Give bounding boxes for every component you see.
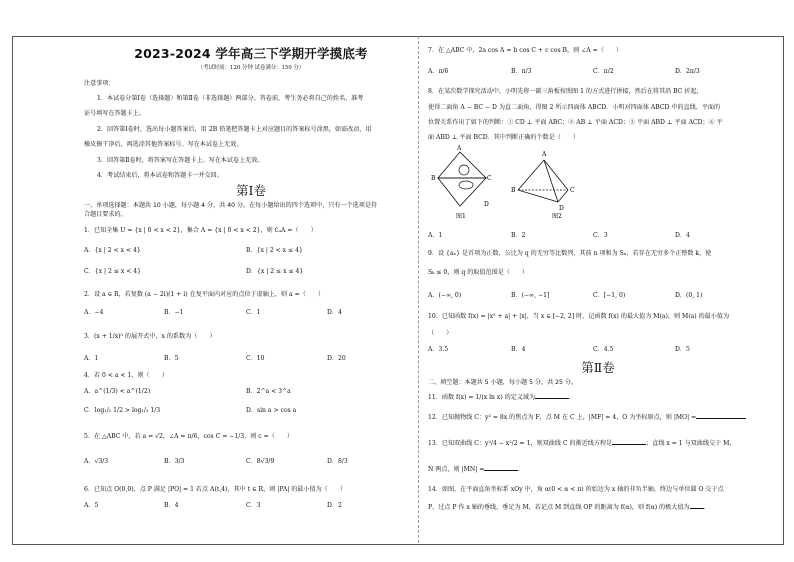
answer-blank[interactable] [484, 465, 518, 471]
option: B．π/3 [511, 68, 532, 75]
option: B．−1 [164, 309, 184, 316]
option: A．π/6 [428, 68, 449, 75]
notice-heading: 注意事项： [84, 80, 115, 87]
question-stem: 2．设 a ∈ R，若复数 (a − 2i)(1 + i) 在复平面内对应的点位于虚轴上，则 a =（ ） [84, 291, 325, 298]
option: A．−4 [84, 309, 104, 316]
vertex-label: C [570, 187, 575, 194]
option: A．(−∞, 0) [428, 292, 462, 299]
vertex-label: B [511, 187, 516, 194]
question-stem: 6．已知点 O(0,0)，点 P 满足 |PO| = 1 若点 A(t,4)，其中 t ∈ R，则 |PA| 的最小值为（ ） [84, 486, 347, 493]
option: C．3 [593, 232, 608, 239]
vertex-label: D [559, 205, 564, 212]
notice-item: 2．回答第Ⅰ卷时，选出每小题答案后，用 2B 铅笔把答题卡上对应题目的答案标号涂黑。如需改动，用 [97, 126, 372, 133]
answer-blank[interactable] [612, 439, 646, 445]
question-stem: 7．在 △ABC 中，2a cos A = b cos C + c cos B，则 ∠A =（ ） [428, 47, 623, 54]
fill-question [428, 412, 746, 421]
question-stem: 位置关系作出了如下的判断：① CD ⊥ 平面 ABC；② AB ⊥ 平面 ACD；③ 平面 ABD ⊥ 平面 ACD；④ 平 [428, 119, 723, 126]
figure-triangles [426, 140, 586, 224]
figure-caption: 图2 [552, 213, 562, 220]
question-stem: 3．(x + 1/x)⁵ 的展开式中，x 的系数为（ ） [84, 333, 216, 340]
fill-question [428, 438, 735, 447]
notice-item: 橡皮擦干净后，再选涂其他答案标号。写在本试卷上无效。 [84, 141, 243, 148]
option: C．4.5 [593, 346, 614, 353]
answer-blank[interactable] [690, 503, 704, 509]
option: D．4 [327, 309, 342, 316]
option: B．2 [511, 232, 526, 239]
column-divider [418, 36, 419, 543]
exam-subtitle: （考试时间：120 分钟 试卷满分：150 分） [197, 65, 305, 71]
notice-item: 3．回答第Ⅱ卷时，将答案写在答题卡上。写在本试卷上无效。 [97, 157, 264, 164]
option: D．4 [675, 232, 690, 239]
option: C．π/2 [593, 68, 614, 75]
part1-instruction: 合题目要求的。 [84, 211, 127, 218]
question-text: ． [518, 466, 525, 473]
answer-blank[interactable] [535, 393, 569, 399]
question-stem: 10．已知函数 f(x) = |x² + a| + |x|，当 x ∈ [−2, 2] 时，记函数 f(x) 的最大值为 M(a)，则 M(a) 的最小值为 [428, 313, 730, 320]
option: D．20 [327, 355, 346, 362]
question-stem: 1．已知全集 U = {x | 0 < x < 2}，集合 A = {x | 0 < x < 2}，则 ∁ᵤA =（ ） [84, 227, 317, 234]
vertex-label: C [487, 175, 492, 182]
figure-1 [431, 145, 492, 220]
option: D．{x | 2 ≤ x ≤ 4} [246, 268, 304, 275]
question-stem: （ ） [428, 330, 453, 337]
option: B．{x | 2 < x ≤ 4} [246, 247, 303, 254]
option: D．sin a > cos a [246, 407, 297, 414]
option: A．1 [428, 232, 443, 239]
option: D．5 [675, 346, 690, 353]
fill-question [428, 464, 524, 473]
notice-item: 1．本试卷分第Ⅰ卷（选择题）和第Ⅱ卷（非选择题）两部分。答卷前，考生务必将自己的姓名、准考 [97, 95, 364, 102]
option: C．{x | 2 ≤ x < 4} [84, 268, 142, 275]
question-text: 12．已知抛物线 C：y² = 8x 的焦点为 F，点 M 在 C 上，|MF| = 4，O 为坐标原点，则 |MO| = [428, 414, 697, 421]
part1-heading: 第Ⅰ卷 [236, 183, 266, 198]
option: D．2π/3 [675, 68, 700, 75]
option: A．a^(1/3) < a^(1/2) [84, 388, 151, 395]
option: B．3/3 [164, 458, 185, 465]
fill-question [428, 502, 710, 511]
vertex-label: B [431, 175, 436, 182]
figure-2 [511, 151, 575, 220]
option: B．4 [164, 502, 179, 509]
figure-caption: 图1 [456, 213, 466, 220]
option: D．(0, 1) [675, 292, 703, 299]
question-text: P，过点 P 作 x 轴的垂线，垂足为 M，若记点 M 到直线 OP 的距离为 f(α)，则 f(α) 的极大值为 [428, 504, 690, 511]
notice-item: 4．考试结束后，将本试卷和答题卡一并交回。 [97, 172, 223, 179]
option: D．8/3 [327, 458, 348, 465]
question-stem: 8．在某次数学探究活动中，小明先将一副三角板按照图 1 的方式进行拼接，然后在将其沿 BC 折起， [428, 88, 703, 95]
option: C．3 [246, 502, 261, 509]
question-text: 11．函数 f(x) = 1/(x ln x) 的定义域为 [428, 394, 536, 401]
question-text: ；直线 x = 1 与双曲线交于 M， [646, 440, 736, 447]
question-stem: Sₖ ≤ 0，则 q 的取值范围是（ ） [428, 269, 529, 276]
option: A．5 [84, 502, 99, 509]
question-stem: 使得二面角 A − BC − D 为直二面角，得图 2 所示四面体 ABCD．小明对四面体 ABCD 中的直线、平面的 [428, 104, 721, 111]
question-stem: 面 ABD ⊥ 平面 BCD．其中判断正确的个数是（ ） [428, 134, 580, 141]
option: A．√3/3 [84, 458, 109, 465]
notice-item: 证号填写在答题卡上。 [84, 110, 145, 117]
option: A．3.5 [428, 346, 449, 353]
option: C．10 [246, 355, 265, 362]
part2-instruction: 二、填空题：本题共 5 小题，每小题 5 分，共 25 分。 [428, 379, 578, 386]
option: A．{x | 2 < x < 4} [84, 247, 141, 254]
option: B．4 [511, 346, 526, 353]
option: B．2^a < 3^a [246, 388, 291, 395]
question-text: ． [703, 504, 710, 511]
question-stem: 4．若 0 < a < 1，则（ ） [84, 372, 168, 379]
question-text: 14．如图，在平面直角坐标系 xOy 中，角 α(0 < α < π) 的始边为 x 轴的非负半轴，终边与单位圆 O 交于点 [428, 486, 724, 493]
vertex-label: A [457, 145, 462, 152]
question-text: N 两点，则 |MN| = [428, 466, 485, 473]
fill-question [428, 392, 575, 401]
option: C．[−1, 0) [593, 292, 626, 299]
part2-heading: 第Ⅱ卷 [581, 360, 615, 375]
fill-question [428, 484, 724, 493]
option: B．(−∞, −1] [511, 292, 550, 299]
option: A．1 [84, 355, 99, 362]
option: B．5 [164, 355, 179, 362]
option: C．8√3/9 [246, 458, 275, 465]
option: C．1 [246, 309, 261, 316]
option: D．2 [327, 502, 342, 509]
vertex-label: A [542, 151, 547, 158]
vertex-label: D [484, 201, 489, 208]
part1-instruction: 一、单项选择题：本题共 10 小题，每小题 4 分，共 40 分。在每小题给出的四个选项中，只有一个选项是符 [84, 202, 378, 209]
option: C．log₁/₂ 1/2 > log₁/₃ 1/3 [84, 407, 161, 414]
answer-blank[interactable] [696, 413, 746, 419]
question-stem: 5．在 △ABC 中，若 a = √2，∠A = π/6，cos C = −1/3，则 c =（ ） [84, 433, 294, 440]
question-text: ． [569, 394, 576, 401]
question-text: 13．已知双曲线 C：y²/4 − x²/2 = 1，则双曲线 C 的渐近线方程是 [428, 440, 613, 447]
exam-title: 2023-2024 学年高三下学期开学摸底考 [134, 46, 368, 61]
question-stem: 9．设 {aₙ} 是首项为正数，公比为 q 的无穷等比数列，其前 n 项和为 Sₙ，若存在无穷多个正整数 k，使 [428, 250, 712, 257]
